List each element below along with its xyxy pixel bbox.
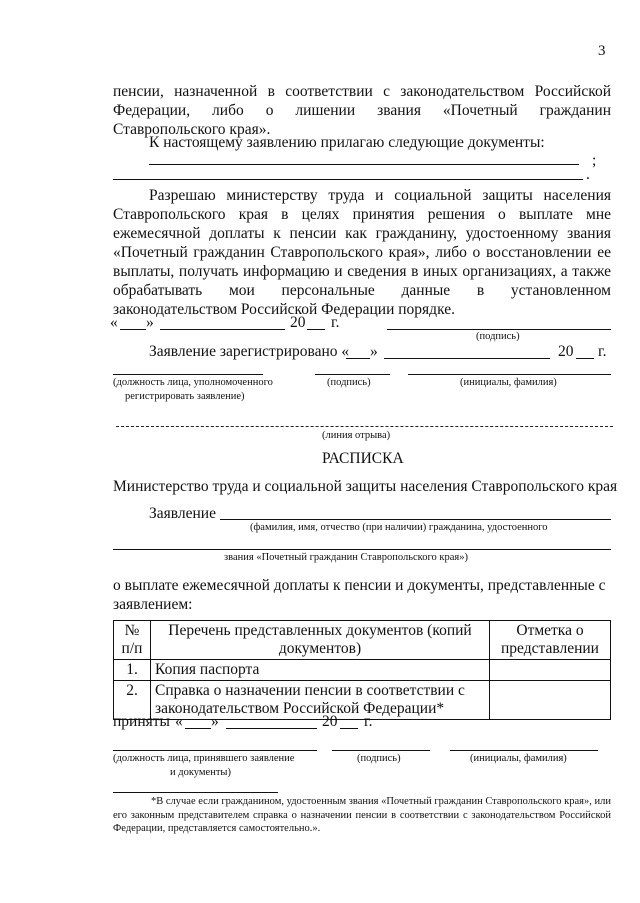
attachment-line-1[interactable] xyxy=(149,164,579,165)
registered-year-field[interactable] xyxy=(576,358,594,359)
row-document: Копия паспорта xyxy=(151,660,490,681)
accepter-position-field[interactable] xyxy=(113,750,317,751)
accepter-initials-field[interactable] xyxy=(450,750,598,751)
registrar-signature-caption: (подпись) xyxy=(327,377,371,388)
accepted-year-suffix: г. xyxy=(364,713,373,730)
accepter-position-caption-1: (должность лица, принявшего заявление xyxy=(113,753,295,764)
accepted-day-field[interactable] xyxy=(185,728,211,729)
paragraph-pension: пенсии, назначенной в соответствии с законодательством Российской Федерации, либо о лишении звания «Почетный гражданин Ставропольского края». xyxy=(113,83,611,138)
registered-month-field[interactable] xyxy=(384,358,550,359)
date-day-field[interactable] xyxy=(120,329,146,330)
row-mark-cell[interactable] xyxy=(490,681,611,720)
registrar-position-caption-1: (должность лица, уполномоченного xyxy=(113,377,273,388)
application-label: Заявление xyxy=(149,505,216,522)
table-row xyxy=(114,681,611,720)
applicant-title-caption: звания «Почетный гражданин Ставропольского края») xyxy=(224,552,468,563)
date-year-field[interactable] xyxy=(307,329,325,330)
registered-close-quote: » xyxy=(370,343,378,360)
registrar-signature-field[interactable] xyxy=(315,374,390,375)
accepted-year-prefix: 20 xyxy=(322,713,338,730)
accepted-close-quote: » xyxy=(211,713,219,730)
table-row xyxy=(114,660,611,681)
accepter-signature-field[interactable] xyxy=(332,750,430,751)
accepter-signature-caption: (подпись) xyxy=(357,753,401,764)
attachments-intro: К настоящему заявлению прилагаю следующие документы: xyxy=(149,134,545,151)
registrar-initials-caption: (инициалы, фамилия) xyxy=(460,377,557,388)
registrar-position-caption-2: регистрировать заявление) xyxy=(125,391,245,402)
registered-day-field[interactable] xyxy=(346,358,370,359)
attachment-line-1-end: ; xyxy=(592,152,597,169)
accepted-label: приняты xyxy=(113,713,170,730)
registrar-position-field[interactable] xyxy=(113,374,263,375)
header-mark: Отметка о представлении xyxy=(490,621,611,660)
applicant-name-caption: (фамилия, имя, отчество (при наличии) гражданина, удостоенного xyxy=(250,522,548,533)
accepter-initials-caption: (инициалы, фамилия) xyxy=(470,753,567,764)
date-year-suffix: г. xyxy=(331,314,340,331)
paragraph-consent: Разрешаю министерству труда и социальной защиты населения Ставропольского края в целях принятия решения о выплате мне ежемесячной доплаты к пенсии как гражданину, удостоенному звания «Почетный гражданин Ставропольского края», либо о восстановлении ее выплаты, получать информацию и сведения в иных организациях, а также обрабатывать мои персональные данные в установленном законодательством Российской Федерации порядке. xyxy=(113,187,611,318)
footnote: *В случае если гражданином, удостоенным звания «Почетный гражданин Ставропольского края», или его законным представителем справка о назначении пенсии в соответствии с законодательством Российской Федерации, представляется самостоятельно.». xyxy=(113,796,611,834)
cut-line-caption: (линия отрыва) xyxy=(322,430,391,441)
page-number: 3 xyxy=(598,43,606,59)
date-open-quote: « xyxy=(110,314,118,331)
header-documents: Перечень представленных документов (копий документов) xyxy=(151,621,490,660)
row-document: Справка о назначении пенсии в соответствии с законодательством Российской Федерации* xyxy=(151,681,490,720)
accepter-position-caption-2: и документы) xyxy=(170,767,231,778)
row-mark-cell[interactable] xyxy=(490,660,611,681)
applicant-name-field-2[interactable] xyxy=(113,549,611,550)
registered-label: Заявление зарегистрировано « xyxy=(149,343,350,360)
documents-table xyxy=(113,620,611,720)
header-number: № п/п xyxy=(114,621,151,660)
accepted-year-field[interactable] xyxy=(340,728,358,729)
receipt-title: РАСПИСКА xyxy=(322,450,404,467)
about-text: о выплате ежемесячной доплаты к пенсии и документы, представленные с заявлением: xyxy=(113,577,606,613)
applicant-signature-caption: (подпись) xyxy=(476,331,520,342)
date-close-quote: » xyxy=(146,314,154,331)
applicant-name-field[interactable] xyxy=(220,519,611,520)
row-number: 2. xyxy=(114,681,151,720)
ministry-name: Министерство труда и социальной защиты населения Ставропольского края xyxy=(113,478,618,495)
table-header-row xyxy=(114,621,611,660)
footnote-separator xyxy=(113,792,278,793)
attachment-line-2-end: . xyxy=(586,166,590,183)
registered-year-suffix: г. xyxy=(598,343,607,360)
registrar-initials-field[interactable] xyxy=(408,374,611,375)
date-year-prefix: 20 xyxy=(290,314,306,331)
applicant-signature-field[interactable] xyxy=(387,329,611,330)
attachment-line-2[interactable] xyxy=(113,179,583,180)
registered-year-prefix: 20 xyxy=(558,343,574,360)
row-number: 1. xyxy=(114,660,151,681)
cut-line xyxy=(116,426,613,427)
accepted-month-field[interactable] xyxy=(226,728,317,729)
date-month-field[interactable] xyxy=(160,329,285,330)
accepted-open-quote: « xyxy=(175,713,183,730)
